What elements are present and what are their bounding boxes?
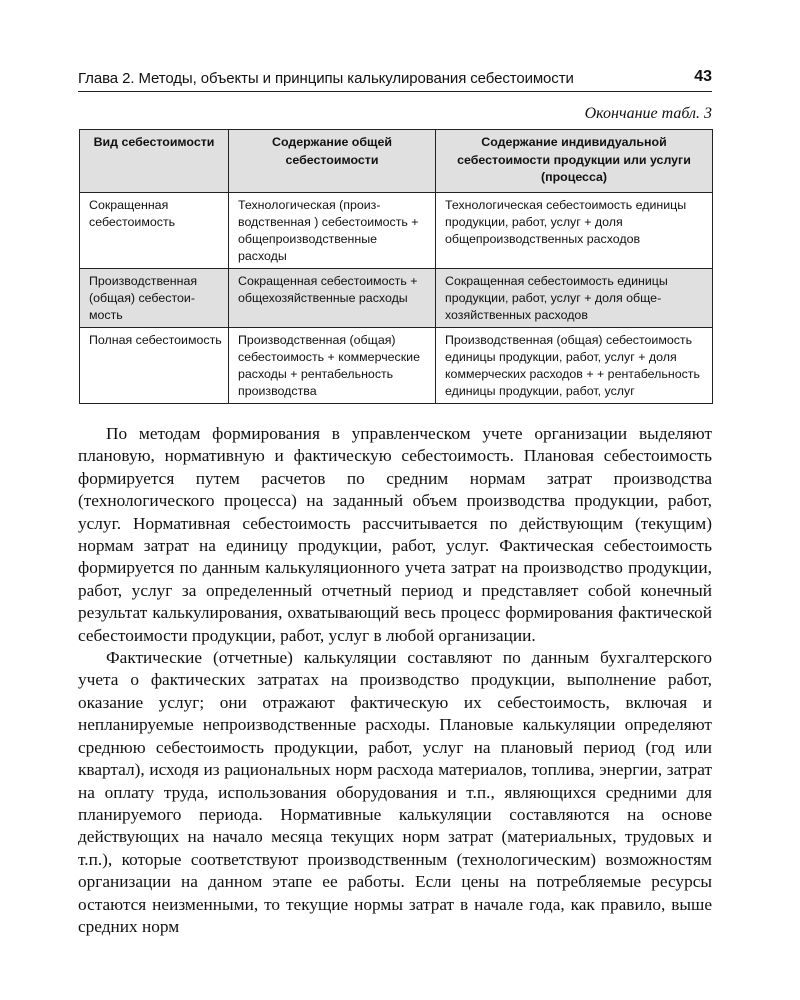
- running-head: [78, 67, 712, 89]
- paragraph: Фактические (отчетные) калькуляции составляют по данным бухгалтерского учета о фактических затратах на производство продукции, выполнение работ, оказание услуг; они отражают фактическую их себестоимость, включая и непланируемые непроизводственные расходы. Плановые калькуляции определяют среднюю себестоимость продукции, работ, услуг на плановый период (год или квартал), исходя из рациональных норм расхода материалов, топлива, энергии, затрат на оплату труда, использования оборудования и т.п., являющихся средними для планируемого периода. Нормативные калькуляции составляются на основе действующих на начало месяца текущих норм затрат (материальных, трудовых и т.п.), которые соответствуют производственным (технологическим) возможностям организации на данном этапе ее работы. Если цены на потребляемые ресурсы остаются неизменными, то текущие нормы затрат в начале года, как правило, выше средних норм: [78, 648, 712, 936]
- chapter-title: Глава 2. Методы, объекты и принципы калькулирования себестоимости: [78, 70, 574, 87]
- column-header: Содержание общей себестоимости: [229, 130, 436, 193]
- cost-types-table: [79, 129, 713, 404]
- table-cell: Полная себестоимость: [80, 327, 229, 403]
- table-header-row: [80, 130, 713, 193]
- column-header: Вид себестоимости: [80, 130, 229, 193]
- table-cell: Производственная (общая) себестоимость единицы продукции, работ, услуг + доля коммерческих расходов + + рентабельность единицы продукции, работ, услуг: [436, 327, 713, 403]
- header-rule: [78, 91, 712, 92]
- table-cell: Сокращенная себестоимость: [80, 192, 229, 268]
- body-text: [78, 423, 712, 938]
- table-row: [80, 268, 713, 327]
- column-header: Содержание индивидуальной себестоимости продукции или услуги (процесса): [436, 130, 713, 193]
- page-number: 43: [694, 68, 712, 85]
- table-cell: Технологическая себестоимость единицы продукции, работ, услуг + доля общепроизводственных расходов: [436, 192, 713, 268]
- table-row: [80, 192, 713, 268]
- table-cell: Сокращенная себестоимость + общехозяйственные расходы: [229, 268, 436, 327]
- table-row: [80, 327, 713, 403]
- table-caption: Окончание табл. 3: [584, 105, 712, 122]
- table-cell: Сокращенная себестоимость единицы продукции, работ, услуг + доля общехозяйственных расходов: [436, 268, 713, 327]
- table-cell: Технологическая (производственная ) себестоимость + общепроизводственные расходы: [229, 192, 436, 268]
- table-cell: Производственная (общая) себестоимость + коммерческие расходы + рентабельность производства: [229, 327, 436, 403]
- table-cell: Производственная (общая) себестоимость: [80, 268, 229, 327]
- paragraph: По методам формирования в управленческом учете организации выделяют плановую, нормативную и фактическую себестоимость. Плановая себестоимость формируется путем расчетов по средним нормам затрат производства (технологического процесса) на заданный объем производства продукции, работ, услуг. Нормативная себестоимость рассчитывается по действующим (текущим) нормам затрат на единицу продукции, работ, услуг. Фактическая себестоимость формируется по данным калькуляционного учета затрат на производство продукции, работ, услуг за определенный отчетный период и представляет собой конечный результат калькулирования, охватывающий весь процесс формирования фактической себестоимости продукции, работ, услуг в любой организации.: [78, 424, 712, 645]
